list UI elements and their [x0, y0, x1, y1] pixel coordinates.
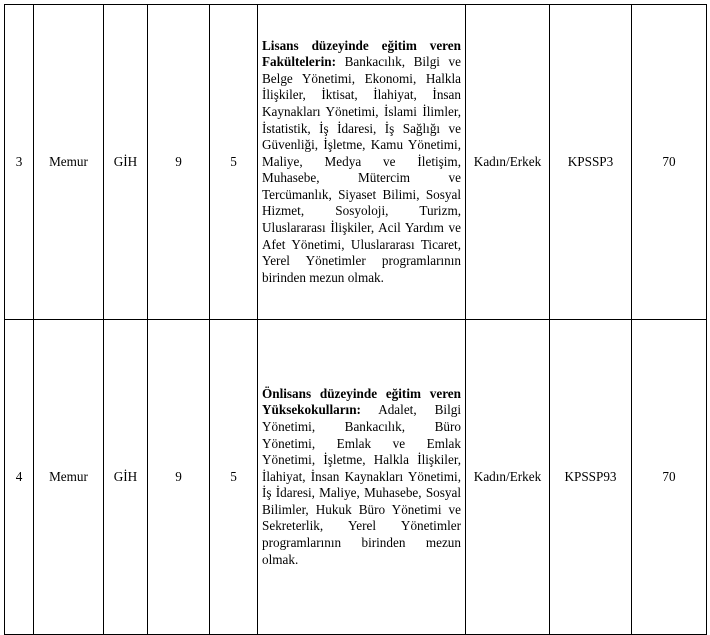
qualification-description [258, 5, 466, 320]
qualification-heading: Lisans düzeyinde eğitim veren Fakültelerin: [262, 37, 461, 70]
qualification-text: Adalet, Bilgi Yönetimi, Bankacılık, Büro Yönetimi, Emlak ve Emlak Yönetimi, İşletme, Halkla İlişkiler, İlahiyat, İnsan Kaynakları Yönetimi, İş İdaresi, Maliye, Muhasebe, Sosyal Bilimler, Hukuk Büro Yönetimi ve Sekreterlik, Yerel Yönetimler programlarının birinden mezun olmak. [262, 402, 461, 567]
row-number: 3 [5, 5, 34, 320]
minimum-score: 70 [632, 320, 707, 635]
grade: 9 [148, 320, 210, 635]
service-class: GİH [104, 320, 148, 635]
position-count: 5 [210, 5, 258, 320]
position-title: Memur [34, 5, 104, 320]
positions-table [4, 4, 707, 635]
table-row [5, 5, 707, 320]
qualification-heading: Önlisans düzeyinde eğitim veren Yüksekokulların: [262, 385, 461, 418]
exam-score-type: KPSSP93 [550, 320, 632, 635]
minimum-score: 70 [632, 5, 707, 320]
row-number: 4 [5, 320, 34, 635]
grade: 9 [148, 5, 210, 320]
position-count: 5 [210, 320, 258, 635]
gender: Kadın/Erkek [466, 5, 550, 320]
qualification-description [258, 320, 466, 635]
gender: Kadın/Erkek [466, 320, 550, 635]
position-title: Memur [34, 320, 104, 635]
service-class: GİH [104, 5, 148, 320]
table-row [5, 320, 707, 635]
exam-score-type: KPSSP3 [550, 5, 632, 320]
qualification-text: Bankacılık, Bilgi ve Belge Yönetimi, Ekonomi, Halkla İlişkiler, İktisat, İlahiyat, İnsan Kaynakları Yönetimi, İslami İlimler, İstatistik, İş İdaresi, İş Sağlığı ve Güvenliği, İşletme, Kamu Yönetimi, Maliye, Medya ve İletişim, Muhasebe, Mütercim ve Tercümanlık, Siyaset Bilimi, Sosyal Hizmet, Sosyoloji, Turizm, Uluslararası İlişkiler, Acil Yardım ve Afet Yönetimi, Uluslararası Ticaret, Yerel Yönetimler programlarının birinden mezun olmak. [262, 54, 461, 285]
